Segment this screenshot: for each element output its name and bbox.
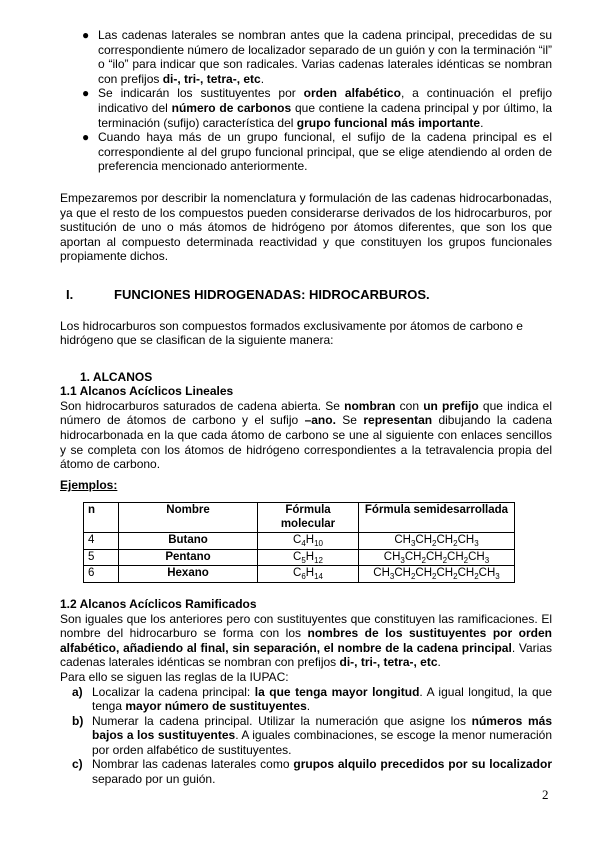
bullet-icon: ● <box>82 130 90 145</box>
cell-semi-formula: $CH_3CH_2CH_2CH_2CH_3$ <box>359 549 515 566</box>
bullet-text: Se indicarán los sustituyentes por orden alfabético, a continuación el prefijo indicativo del número de carbonos que contiene la cadena principal y por último, la terminación (sufijo) característica del grupo funcional más importante. <box>98 86 553 130</box>
section-number: I. <box>66 286 74 302</box>
rules-list <box>60 685 552 787</box>
cell-molecular-formula: $C_5H_{12}$ <box>258 549 359 566</box>
bullet-icon: ● <box>82 28 90 42</box>
table-row <box>84 533 515 550</box>
rule-letter: c) <box>72 757 83 772</box>
header-formula-semidesarrollada: Fórmula semidesarrollada <box>359 503 515 533</box>
cell-molecular-formula: $C_6H_{14}$ <box>258 566 359 583</box>
examples-label: Ejemplos: <box>60 477 118 492</box>
section-paragraph: Los hidrocarburos son compuestos formados exclusivamente por átomos de carbono e hidrógeno que se clasifican de la siguiente manera: <box>60 318 523 348</box>
bullet-text: Las cadenas laterales se nombran antes que la cadena principal, precedidas de su correspondiente número de localizador separado de un guión y con la terminación “il” o “ilo” para indicar que son radicales. Varias cadenas laterales idénticas se nombran con prefijos di-, tri-, tetra-, etc. <box>98 28 552 86</box>
alkanes-table <box>83 502 515 583</box>
cell-n: 6 <box>84 566 119 583</box>
header-n: n <box>84 503 119 533</box>
page-number: 2 <box>542 787 549 802</box>
rule-item <box>60 714 552 758</box>
bullet-icon: ● <box>82 86 90 101</box>
subsection-1-2-paragraph: Son iguales que los anteriores pero con sustituyentes que constituyen las ramificaciones. El nombre del hidrocarburo se forma con los nombres de los sustituyentes por orden alfabético, añadiendo al final, sin separación, el nombre de la cadena principal. Varias cadenas laterales idénticas se nombran con prefijos di-, tri-, tetra-, etc. <box>60 611 552 670</box>
rule-text: Numerar la cadena principal. Utilizar la numeración que asigne los números más bajos a los sustituyentes. A iguales combinaciones, se escoge la menor numeración por orden alfabético de sustituyentes. <box>92 713 553 757</box>
document-page <box>60 20 552 787</box>
rule-letter: b) <box>72 713 84 728</box>
cell-name: Butano <box>119 533 258 550</box>
cell-semi-formula: $CH_3CH_2CH_2CH_3$ <box>359 533 515 550</box>
subsection-1-1-paragraph: Son hidrocarburos saturados de cadena abierta. Se nombran con un prefijo que indica el número de átomos de carbono y el sufijo –ano. Se representan dibujando la cadena hidrocarbonada en la que cada átomo de carbono se une al siguiente con enlaces sencillos y se completa con los átomos de hidrógeno correspondientes a la tetravalencia propia del átomo de carbono. <box>60 398 553 472</box>
header-nombre: Nombre <box>119 503 258 533</box>
cell-n: 5 <box>84 549 119 566</box>
cell-semi-formula: $CH_3CH_2CH_2CH_2CH_2CH_3$ <box>359 566 515 583</box>
rule-item <box>60 685 552 714</box>
cell-n: 4 <box>84 533 119 550</box>
bullet-text: Cuando haya más de un grupo funcional, el sufijo de la cadena principal es el correspondiente al del grupo funcional principal, que se elige atendiendo al orden de preferencia mencionado anteriormente. <box>98 130 552 174</box>
cell-name: Hexano <box>119 566 258 583</box>
table-header-row <box>84 503 515 533</box>
subsection-heading-1-1: 1.1 Alcanos Acíclicos Lineales <box>60 384 234 399</box>
section-heading <box>60 288 552 303</box>
cell-name: Pentano <box>119 549 258 566</box>
cell-molecular-formula: $C_4H_{10}$ <box>258 533 359 550</box>
intro-paragraph: Empezaremos por describir la nomenclatura y formulación de las cadenas hidrocarbonadas, ya que el resto de los compuestos pueden considerarse derivados de los hidrocarburos, por sustitución de uno o más átomos de hidrógeno por átomos diferentes, que son los que aportan al compuesto determinada reactividad y que constituyen los grupos funcionales propiamente dichos. <box>60 190 552 264</box>
bullet-item <box>60 130 552 174</box>
subsection-heading-1-2: 1.2 Alcanos Acíclicos Ramificados <box>60 596 257 611</box>
table-row <box>84 549 515 566</box>
alcanos-heading: 1. ALCANOS <box>80 369 153 384</box>
rules-intro: Para ello se siguen las reglas de la IUPAC: <box>60 669 289 684</box>
header-formula-molecular: Fórmula molecular <box>258 503 359 533</box>
rule-text: Nombrar las cadenas laterales como grupos alquilo precedidos por su localizador separado por un guión. <box>92 757 552 787</box>
bullet-item <box>60 86 552 130</box>
rule-text: Localizar la cadena principal: la que tenga mayor longitud. A igual longitud, la que tenga mayor número de sustituyentes. <box>92 684 553 714</box>
table-row <box>84 566 515 583</box>
rule-letter: a) <box>72 684 83 699</box>
bullet-list <box>60 28 552 174</box>
section-title: FUNCIONES HIDROGENADAS: HIDROCARBUROS. <box>114 286 430 302</box>
rule-item <box>60 757 552 786</box>
bullet-item <box>60 28 552 86</box>
